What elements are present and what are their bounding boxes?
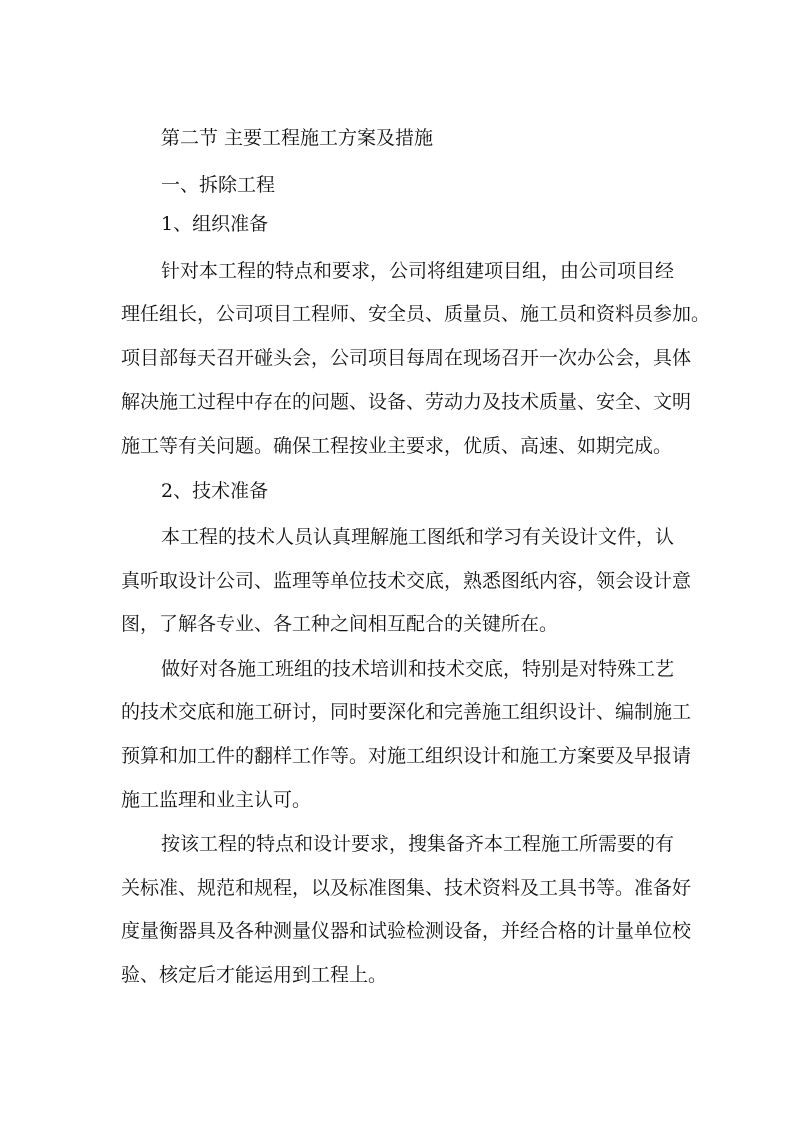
- para-2-line-1: 本工程的技术人员认真理解施工图纸和学习有关设计文件，认: [161, 526, 675, 548]
- part-1-title: 一、拆除工程: [161, 174, 276, 196]
- section-title: 第二节 主要工程施工方案及措施: [161, 127, 434, 149]
- para-1-line-2: 理任组长，公司项目工程师、安全员、质量员、施工员和资料员参加。: [121, 303, 711, 325]
- para-3-line-4: 施工监理和业主认可。: [121, 789, 312, 811]
- para-4-line-2: 关标准、规范和规程，以及标准图集、技术资料及工具书等。准备好: [121, 877, 692, 899]
- para-1-line-5: 施工等有关问题。确保工程按业主要求，优质、高速、如期完成。: [121, 435, 673, 457]
- sub-1-title: 1、组织准备: [161, 213, 269, 235]
- para-4-line-3: 度量衡器具及各种测量仪器和试验检测设备，并经合格的计量单位校: [121, 920, 692, 942]
- para-1-line-1: 针对本工程的特点和要求，公司将组建项目组，由公司项目经: [161, 260, 675, 282]
- para-3-line-1: 做好对各施工班组的技术培训和技术交底，特别是对特殊工艺: [161, 658, 675, 680]
- para-1-line-3: 项目部每天召开碰头会，公司项目每周在现场召开一次办公会，具体: [121, 347, 692, 369]
- para-3-line-3: 预算和加工件的翻样工作等。对施工组织设计和施工方案要及早报请: [121, 745, 692, 767]
- para-1-line-4: 解决施工过程中存在的问题、设备、劳动力及技术质量、安全、文明: [121, 391, 692, 413]
- para-4-line-4: 验、核定后才能运用到工程上。: [121, 964, 388, 986]
- para-3-line-2: 的技术交底和施工研讨，同时要深化和完善施工组织设计、编制施工: [121, 701, 692, 723]
- para-2-line-2: 真听取设计公司、监理等单位技术交底，熟悉图纸内容，领会设计意: [121, 570, 692, 592]
- para-4-line-1: 按该工程的特点和设计要求，搜集备齐本工程施工所需要的有: [161, 833, 675, 855]
- para-2-line-3: 图，了解各专业、各工种之间相互配合的关键所在。: [121, 613, 559, 635]
- sub-2-title: 2、技术准备: [161, 480, 269, 502]
